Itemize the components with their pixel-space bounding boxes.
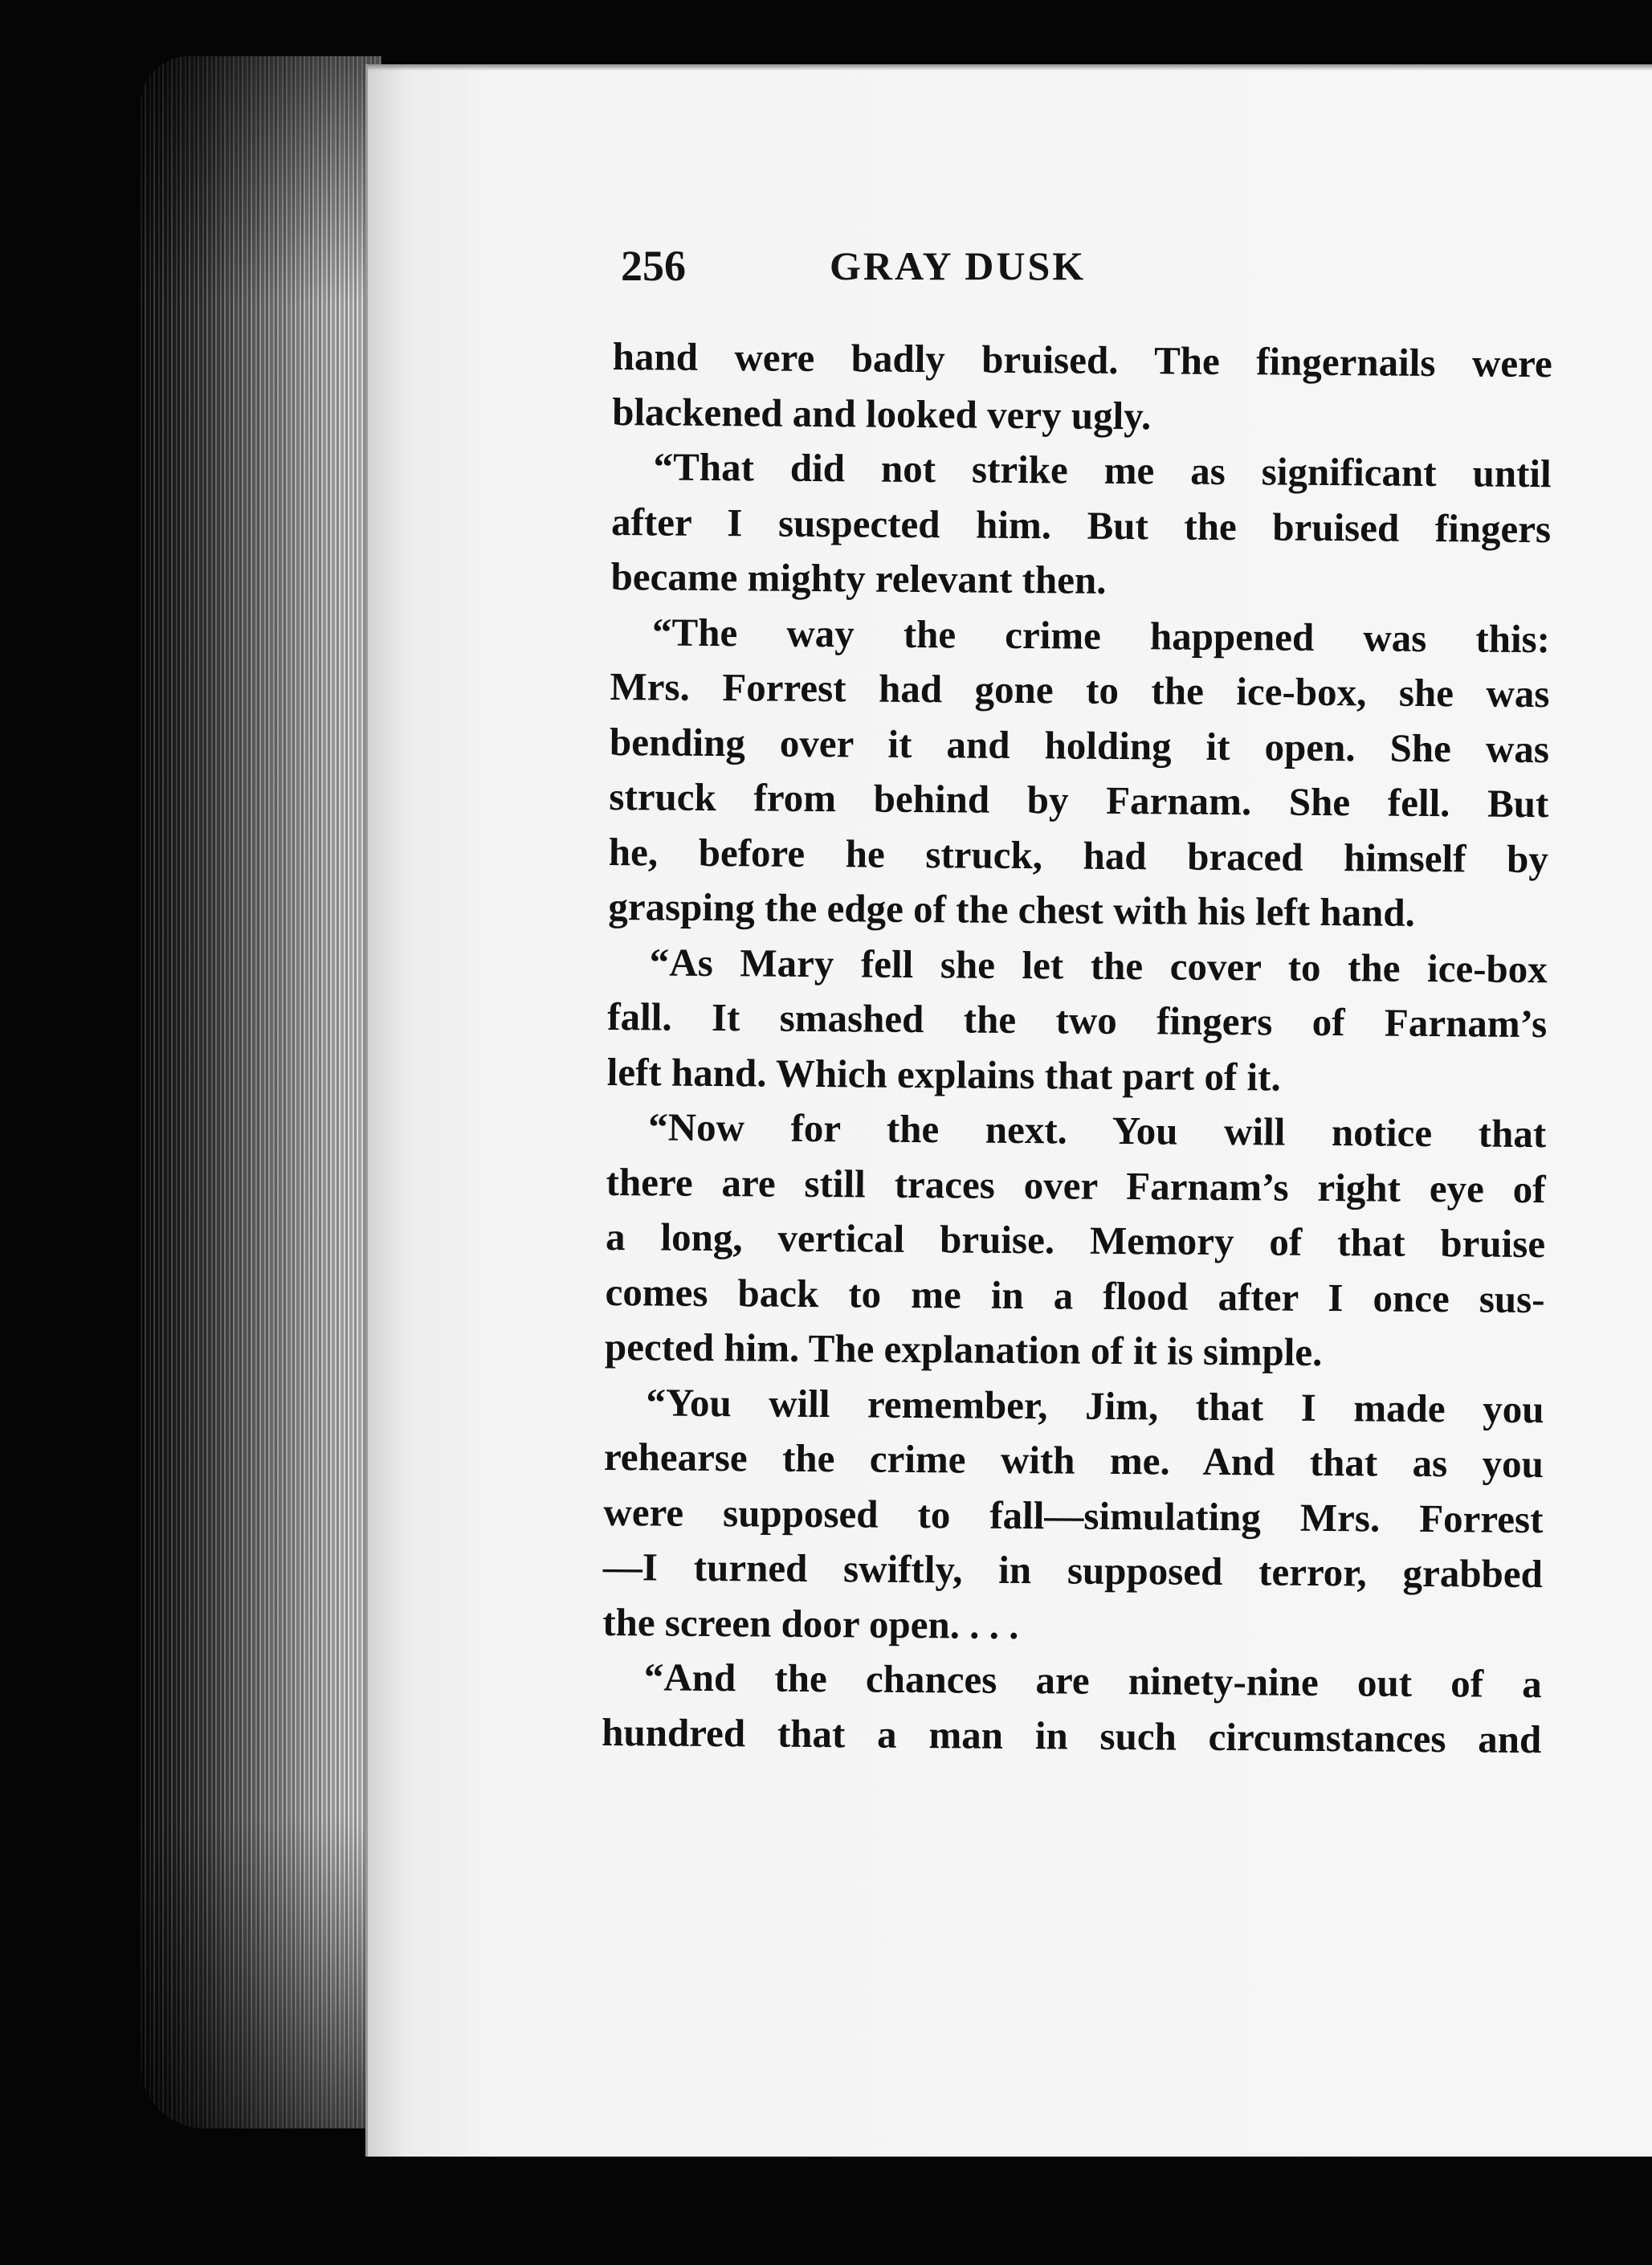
text-line: “That did not strike me as significant until [653,444,1552,496]
text-line: left hand. Which explains that part of it. [606,1049,1281,1100]
text-line: Mrs. Forrest had gone to the ice-box, she was [610,663,1550,716]
scan-bottom-margin [365,2157,1652,2265]
text-line: there are still traces over Farnam’s right eye of [606,1159,1546,1211]
text-line: blackened and looked very ugly. [611,389,1152,438]
text-line: fall. It smashed the two fingers of Farnam’s [607,994,1548,1047]
text-line: comes back to me in a flood after I once sus- [605,1269,1545,1321]
text-line: “The way the crime happened was this: [651,609,1551,661]
text-line: “You will remember, Jim, that I made you [646,1379,1544,1431]
book-page-edges [141,56,381,2128]
text-line: “Now for the next. You will notice that [647,1104,1547,1157]
page-number: 256 [621,242,686,290]
text-line: after I suspected him. But the bruised fingers [610,499,1552,551]
text-line: hundred that a man in such circumstances and [602,1709,1542,1761]
text-line: “And the chances are ninety-nine out of a [643,1655,1543,1707]
text-line: pected him. The explanation of it is simple. [604,1324,1323,1374]
text-line: struck from behind by Farnam. She fell. But [609,773,1549,826]
body-text [602,329,1552,1767]
printed-page [365,64,1652,2157]
book-title: GRAY DUSK [830,243,1087,288]
text-line: he, before he struck, had braced himself by [608,829,1549,881]
text-line: —I turned swiftly, in supposed terror, grabbed [602,1544,1544,1597]
text-line: a long, vertical bruise. Memory of that bruise [605,1214,1546,1267]
text-line: bending over it and holding it open. She was [609,719,1550,771]
running-head [621,241,1585,305]
text-line: grasping the edge of the chest with his left hand. [608,884,1416,935]
text-line: were supposed to fall—simulating Mrs. Forrest [603,1489,1544,1541]
text-line: became mighty relevant then. [610,553,1107,602]
text-line: rehearse the crime with me. And that as you [603,1434,1544,1487]
text-line: the screen door open. . . . [602,1599,1019,1647]
text-line: hand were badly bruised. The fingernails were [612,333,1552,386]
text-line: “As Mary fell she let the cover to the ice-box [649,939,1548,991]
